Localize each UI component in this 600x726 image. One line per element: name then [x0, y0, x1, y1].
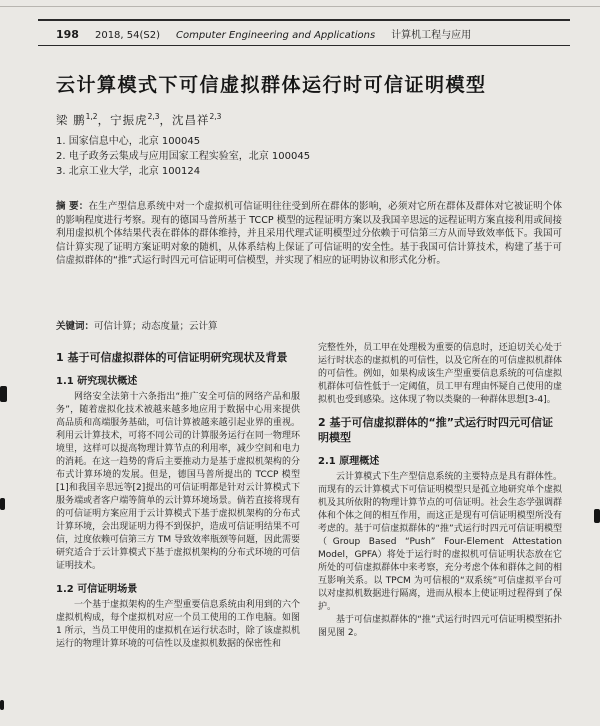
scan-artifact	[0, 386, 7, 402]
issue-info: 2018, 54(S2)	[94, 30, 161, 41]
author-name: 沈昌祥	[172, 113, 210, 127]
keywords-label: 关键词：	[56, 321, 95, 332]
left-column	[56, 342, 300, 726]
continued-paragraph: 完整性外，员工甲在处理极为重要的信息时，还迫切关心处于运行时状态的虚拟机的可信性，以及它所在的可信虚拟机群体的可信性。例如，如果构成该生产型重要信息系统的可信虚拟机群体可信性低于一定阈值，员工甲有理由怀疑自己使用的虚拟机也受到感染。这体现了物以类聚的一种群体思想[3-4]。	[318, 343, 562, 405]
author-name: 宁振虎	[110, 113, 148, 127]
section-1-1-heading: 1.1 研究现状概述	[56, 376, 138, 387]
author-affil-sup: 1,2	[85, 112, 98, 122]
abstract-text: 在生产型信息系统中对一个虚拟机可信证明往往受到所在群体的影响，必须对它所在群体及群体对它被证明个体的影响程度进行考察。现有的德国马普所基于 TCCP 模型的远程证明方案以及我国辛思远的远程证明方案直接利用或间接利用虚拟机个体结果代表在群体的群体维持，并且采用代理式证明模型过分依赖于可信第三方从而导致效率低下。我国可信计算实现了证明方案证明对象的随机，从体系结构上保证了可信证明的安全性。基于我国可信计算技术，构建了基于可信虚拟群体的“推”式运行时四元可信证明可信模型，并实现了相应的证明协议和形式化分析。	[56, 201, 562, 267]
author-line	[56, 112, 221, 128]
author-separator: ，	[159, 113, 173, 127]
section-2-1-paragraph: 云计算模式下生产型信息系统的主要特点是具有群体性。而现有的云计算模式下可信证明模型只是孤立地研究单个虚拟机及其所依附的物理计算节点的可信证明。社会生态学强调群体和个体之间的相互作用，而这正是现有可信证明模型所没有考虑的。基于可信虚拟群体的“推”式运行时四元可信证明模型（Group Based “Push” Four-Element Attestation Model，GPFA）将处于运行时的虚拟机可信证明状态放在它所处的可信虚拟群体中来考察，充分考虑个体和群体之间的相互影响关系。以 TPCM 为可信根的“双系统”可信虚拟平台可以对虚拟机数据进行隔离，进而从根本上使证明过程得到了保护。	[318, 472, 562, 612]
section-1-1-paragraph: 网络安全法第十六条指出“推广安全可信的网络产品和服务”，随着虚拟化技术被越来越多地应用于数据中心用来提供高品质和高端服务基础，可信计算被越来越引起业界的重视。利用云计算技术，可将不同公司的计算服务运行在同一物理环境里，这样可以提高物理计算节点的利用率，减少空间和电力的消耗。在这一趋势的背后主要推动力是基于虚拟机架构的分布式计算环境的发展。但是，德国马普所提出的 TCCP 模型[1]和我国辛思远等[2]提出的可信证明都是针对云计算模式下服务端或者客户端等简单的云计算环境场景。倘若直接将现有的可信证明方案应用于云计算模式下基于虚拟机架构的分布式计算环境，会出现证明力得不到保护，造成可信证明结果不可信，过度依赖可信第三方 TM 导致效率瓶颈等问题，因此需要研究适合于云计算模式下基于虚拟机架构的分布式环境的可信证明技术。	[56, 392, 300, 571]
keywords-block	[56, 318, 562, 332]
scan-artifact	[0, 498, 5, 510]
header-rule-top	[38, 19, 570, 21]
author-name: 梁 鹏	[56, 113, 86, 127]
section-2-1-heading: 2.1 原理概述	[318, 456, 380, 467]
keywords-text: 可信计算；动态度量；云计算	[94, 321, 218, 332]
affiliation-item: 3. 北京工业大学，北京 100124	[56, 166, 201, 177]
author-separator: ，	[97, 113, 111, 127]
paper-title: 云计算模式下可信虚拟群体运行时可信证明模型	[56, 74, 487, 96]
section-1-2-paragraph: 一个基于虚拟架构的生产型重要信息系统由利用到的六个虚拟机构成，每个虚拟机对应一个员工使用的工作电脑。如图 1 所示，当员工甲使用的虚拟机在运行状态时，除了该虚拟机运行的物理计算环境的可信性以及虚拟机数据的保密性和	[56, 600, 300, 649]
section-2-heading: 2 基于可信虚拟群体的“推”式运行时四元可信证明模型	[318, 416, 553, 444]
scan-edge-line	[0, 6, 600, 7]
section-1-heading: 1 基于可信虚拟群体的可信证明研究现状及背景	[56, 351, 288, 364]
section-1-2-heading: 1.2 可信证明场景	[56, 584, 138, 595]
affiliation-list	[56, 134, 310, 179]
two-column-body	[56, 342, 562, 726]
scan-artifact	[0, 700, 4, 710]
affiliation-item: 2. 电子政务云集成与应用国家工程实验室，北京 100045	[56, 151, 311, 162]
author-affil-sup: 2,3	[209, 112, 222, 122]
journal-header	[56, 26, 562, 41]
journal-name-en: Computer Engineering and Applications	[176, 30, 376, 41]
journal-name-zh: 计算机工程与应用	[391, 30, 472, 41]
abstract-block	[56, 200, 562, 268]
abstract-label: 摘 要：	[56, 201, 89, 212]
figure-reference-paragraph: 基于可信虚拟群体的“推”式运行时四元可信证明模型拓扑图见图 2。	[318, 615, 562, 638]
right-column	[318, 342, 562, 726]
author-affil-sup: 2,3	[147, 112, 160, 122]
affiliation-item: 1. 国家信息中心，北京 100045	[56, 136, 201, 147]
scan-artifact	[594, 509, 600, 523]
page-number: 198	[56, 28, 79, 41]
header-rule-bottom	[38, 45, 570, 46]
